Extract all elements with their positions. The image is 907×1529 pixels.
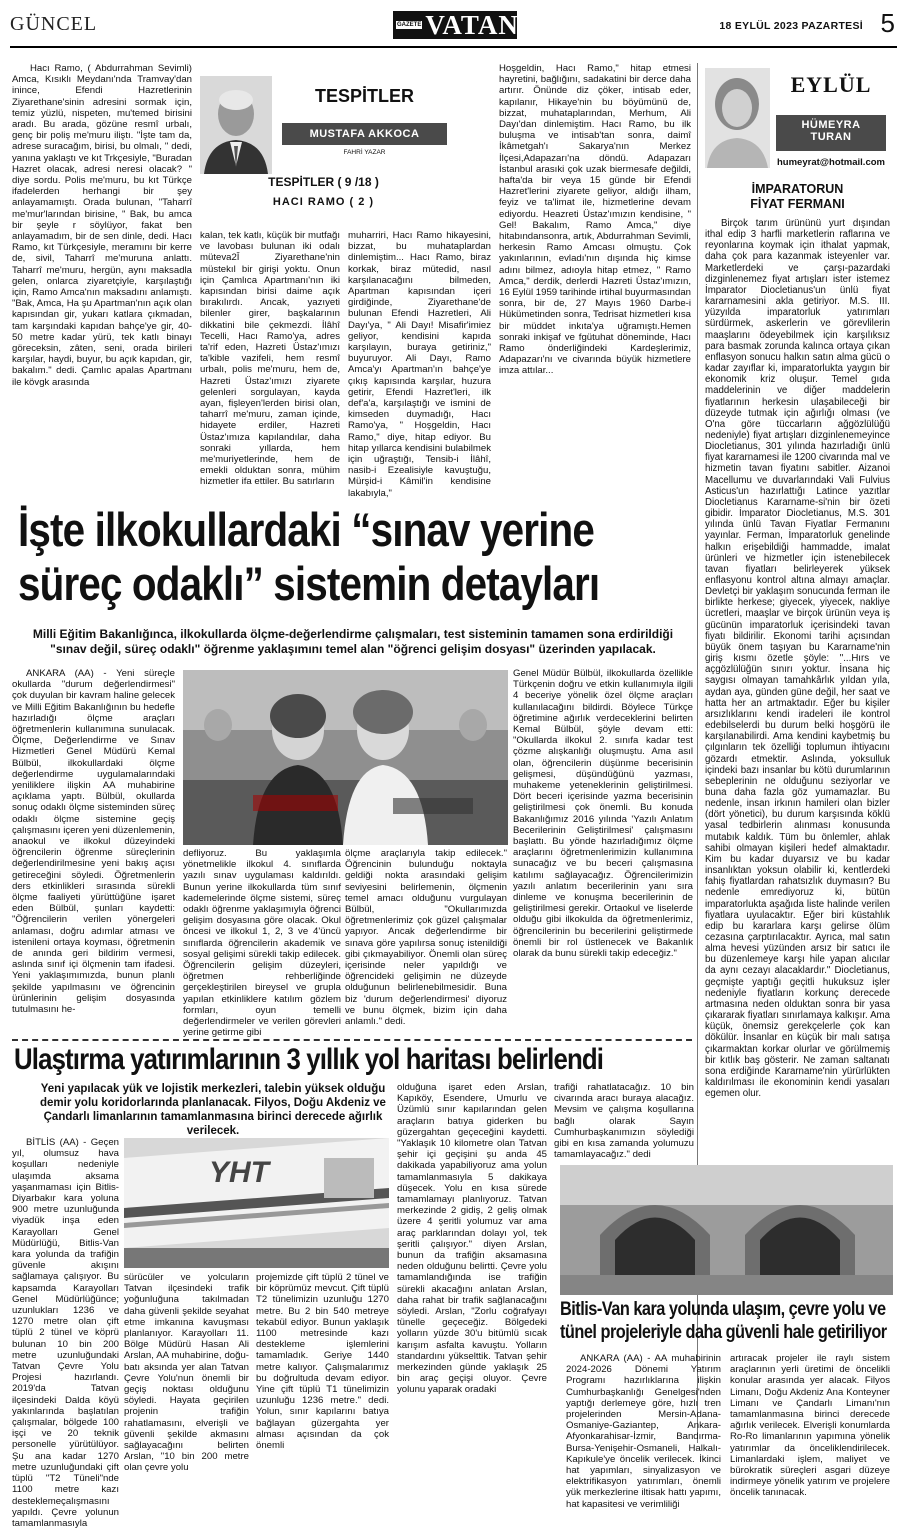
- author-photo-akkoca: [200, 76, 272, 174]
- story3-col1: ANKARA (AA) - AA muhabirinin 2024-2026 Dönemi Yatırım Programı hazırlıklarına ilişkin Cumhurbaşkanlığı Genelgesi'nden yaptığı derlemeye göre, hızlı tren projelerinden Mersin-Adana-Osmaniye-Gaziantep, Ankara-Afyonkarahisar-İzmir, Bandırma-Bursa-Yenişehir-Osmaneli, Halkalı- Kapıkule'ye öncelik verilecek. İkinci hat yapımları, sinyalizasyon ve elektrifikasyon yatırımları, önemli yük merkezlerine iltisak hattı yapımı, hat kapasitesi ve verimliliği: [566, 1353, 721, 1510]
- column-3-text: muharriri, Hacı Ramo hikayesini, bizzat, bu muhataplardan dinlemiştim... Hacı Ramo, biraz korkak, biraz mütedid, nasıl karşılanacağını bilmeden, Apartman kapısından içeri girdiğinde, Ziyarethane'de bulunan Efendi Hazretleri, Ali Dayı'ya, " Ali Dayı! Misafir'imiez geliyor, kendisini kapıda karşılayın, buraya getiriniz," buyuruyor. Ali Dayı, Ramo Amca'yı Apartman'ın bahçe'ye çıkış kapısında karşılar, huzura getirir, Efendi Hazret'leri, ilk def'a'a, karşılaştığı ve ismini de kimseden duymadığı, Hacı Ramo'ya, " Hoşgeldin, Hacı Ramo," diye, hitap ediyor. Bu hitap yıllarca kendisini bulabilmek için uğraştığı, Tensib-i İlâhî, nasib-i Ezealisiyle kavuştuğu, Mürşid-i Kâmil'in kendisine lakabıyla,": [348, 230, 491, 499]
- story2-col1: BİTLİS (AA) - Geçen yıl, olumsuz hava koşulları nedeniyle ulaşımda aksama yaşanmaması için Bitlis-Diyarbakır kara yoluna 900 metre uzunluğunda viyadük inşa eden Karayolları Genel Müdürlüğü, Bitlis-Van kara yolunda da trafiğin güvenle akışını sağlamaya çalışıyor. Bu kapsamda Karayolları Genel Müdürlüğünce; uzunlukları 1236 ve 1270 metre olan çift tüplü 2 tünel ve köprü bulunan 10 bin 200 metre uzunluğundaki Tatvan Çevre Yolu Projesi hazırlandı. 2019'da Tatvan ilçesindeki Dalda köyü yakınlarında başlatılan çalışmalar, bölgede 100 işçi ve 20 teknik personelle yürütülüyor. Şu ana kadar 1270 metre uzunluğundaki çift tüplü "T2 Tüneli"nde 1100 metre kazı desteklemeçalışmasını yapıldı. Çevre yolunun tamamlanmasıyla: [12, 1137, 119, 1529]
- tespitler-subtitle: HACI RAMO ( 2 ): [272, 196, 375, 208]
- column-4-text: Hoşgeldin, Hacı Ramo," hitap etmesi hayretini, bağlığını, sadakatini bir derce daha artırır. Önünde diz çöker, intisab eder, kapılanır, Hikaye'nin bu böyümünü de, bizzat, muhataplarından, Merhum, Ali Dayı'dan dinlemiştim. Hacı Ramo, bu ilk buluşma ve intisab'tan sonra, daimî İkâmetgah'ı Sakarya'nın Merkez İlçesi,Adapazarı'na döndü. Adapazarı İstanbul arasıki çok uzak biermesafe değildi, hafta'da bir veya 15 günde bir Efendi Hazret'lerini ziyarete geliyor, aldığı ilham, feyiz ve ta'limat ile, hizmetlerine devam ediyordu. Heazreti Üstaz'ımızın kendisine, " Gel! Bakalım, Ramo Amca," diye hitabındansonra, artık, Abdurrahman Sevimli, herkesin Ramo Amcası olmuştu. Çok yakınlarının, evladı'nın dışında hiç kimse adını bilmez, adıoyla hitap etmez, " Ramo Amca," derdik, derlerdi Hazreti Üstaz'ımızın, 16 Eylül 1959 tarihinde irtihal buyurmasından sonra, bir de, 27 Mayıs 1960 Darbe-i Hükümetinden sonra, Tedrisat hizmetleri kısa bir müddet inkıta'ya uğramıştı.Hemen sonraki inkişaf ve fgütuhat döneminde, Hacı Ramo önderliğindeki Kardeşlerimiz, Adapazarı'nı ve civarında büyük hizmetlere imza attılar...: [499, 63, 691, 377]
- story2-subhead: Yeni yapılacak yük ve lojistik merkezleri, talebin yüksek olduğu demir yolu koridorlarında planlanacak. Filyos, Doğu Akdeniz ve Çandarlı limanlarının tamamlanmasına birinci derecede ağırlık verilecek.: [40, 1083, 386, 1137]
- column-2-text: kalan, tek katlı, küçük bir mutfağı ve lavobası bulunan iki odalı müteva2Î Ziyarethane'nin müstekıl bir girişi yoktu. Onun için Çamlıca Apartmanı'nın iki kapısından birisi daime açık bırakılırdı. Ancak, yazıyeti bilenler girer, başkalarının dikkatini bile çekmezdi. İlâhî Tecelli, Hacı Ramo'ya, adres ta'rif eden, Hazreti Üstaz'ımızı ta'kible vazifeli, hem resmî urbalı, polis me'muru, hem de, Hazreti Üstaz'ımızı ziyarete gelenleri sorgulayan, kayda ayan, fişleyen'lerden birisi olan, taharrî me'muru, zaman içinde, hidayete erdiler, Hazreti Üstaz'ımıza kapılandılar, daha sonraki yıllarda, hem me'muriyetlerinde, hem de emekli olduktan sonra, mühim hizmetler ifa ettiler. Bu satırların: [200, 230, 340, 488]
- story1-col2: defliyoruz. Bu yaklaşımla yönetmelikle ilkokul 4. sınıflarda yazılı sınav uygulaması kaldırıldı. Bunun yerine ilkokullarda tüm sınıf kademelerinde ölçme sistemi, süreç odaklı öğrenme yaklaşımıyla öğrenci gelişim dosyasına göre olacak. Okul öncesi ve ilkokul 1, 2, 3 ve 4'üncü sınıflarda öğrencilerin akademik ve sosyal gelişimi sürekli takip edilecek. Öğrencilerin gelişim düzeyleri, öğretmen rehberliğinde gerçekleştirilen bireysel ve grupla yapılan etkinliklere katılım gözlem formları, oyun temelli değerlendirmeler ve verilen görevleri yerine getirme gibi: [183, 848, 341, 1039]
- column-left-text: Hacı Ramo, ( Abdurrahman Sevimli) Amca, Kısıklı Meydanı'nda Tramvay'dan inince, Efendi Hazretlerinin Ziyarethane'sinin adresini sormak için, temiz yüzlü, nispeten, mu'temed birisini aradı. Bu arada, gözüne resmî urbalı, genç bir poliş me'muru iliştı. "İşte tam da, adrese suracağım, birisi, bu olmalı, " dedi, yanına yaklaştı ve kıt Trkçesiyle, "Buradan Hazret olacak, adresi neresi olacak? " diye sordu. Polis me'muru, bu kıt Türkçe ifadelerden herhangi bir şey anlayamamıştı. Orada bulunan, "Taharrî me'mur'larından birisine, " Bak, bu amca bir şeyle r söylüyor, fakat ben anlayamadım, bir de sen dinle, dedi. Hacı Ramo, kıt Türkçesiyle, meramını bir kerre de, sivil, Taharrî me'muruna anlattı. Taharrî me'muru, hergün, aynı maksadla gelen, onlarca ziyaretçiyle, karşılaştığı için, Ramo Amca'nın maksadını anlamıştı. "Bak, Amca, Ha şu Apartman'nın açık olan kapısından gir, yukarı katlara çıkmadan, tam karşındaki kapıdan bahçe'ye gir, 40-50 metre kadar yürü, tek katlı binayı göreceksin, zâten, seni, orada birileri karşılar, haydi, buyur, bu açık kapıdan, gir, bakalım." dedi. Çamlıc apalas Apartmanı ile kövgk arasında: [12, 63, 192, 388]
- tespitler-title: TESPİTLER: [314, 86, 414, 106]
- story3-headline-line1: Bitlis-Van kara yolunda ulaşım, çevre yolu ve: [560, 1299, 886, 1320]
- tespitler-series: TESPİTLER ( 9 /18 ): [268, 175, 379, 189]
- story2-col2: sürücüler ve yolcuların Tatvan ilçesindeki trafik yoğunluğuna takılmadan daha güvenli şekilde seyahat etme imkanına kavuşması planlanıyor. Karayolları 11. Bölge Müdürü Hasan Ali Arslan, AA muhabirine, doğu-batı aksında yer alan Tatvan Çevre Yolu'nun önemli bir geçiş noktası olduğunu söyledi. Hayata geçirilen projenin trafiğin rahatlamasını, elverişli ve güvenli şekilde akmasını sağlayacağını belirten Arslan, "10 bin 200 metre olan çevre yolu: [124, 1272, 249, 1474]
- story1-col1: ANKARA (AA) - Yeni süreçle okullarda "durum değerlendirmesi" çok duyulan bir kavram haline gelecek ve Milli Eğitim Bakanlığının bu hedefle hazırladığı ölçme araçları öğretmenlerin kullanımına sunulacak. Ölçme, Değerlendirme ve Sınav Hizmetleri Genel Müdürü Kemal Bülbül, ilkokullardaki ölçme değerlendirme uygulamalarındaki yeniliklere ilişkin AA muhabirine açıklama yaptı. Bülbül, okullarda sonuç odaklı ölçme sisteminden süreç odaklı ölçme sistemine geçiş çalışmasını içeren yeni düzenlemenin, anaokul ve ilkokul düzeyindeki öğrencilerin öğrenme süreçlerinin değerlendirilmesine yeni bakış açısı getireceğini söyledi. Öğretmenlerin ders etkinlikleri sırasında sürekli ölçme faaliyeti yürüttüğüne işaret eden Bülbül, şunları kaydetti: "Öğrencilerin verilen yönergeleri anlaması, doğru adımlar atması ve istenileni ortaya koyması, öğretmenin de anında geri bildirim vermesi, aslında sınıf içi ölçmenin tam ifadesi. Yeni yaklaşımımızda, bunun planlı şekilde yapılmasını ve öğrencinin ürünlerinin gelişim dosyasında tutulmasını he-: [12, 668, 175, 1016]
- story2-col4: olduğuna işaret eden Arslan, Kapıköy, Esendere, Umurlu ve Üzümlü sınır kapılarından gelen araçların batıya giderken bu güzergahtan geçeceğini kaydetti. "Yaklaşık 10 kilometre olan Tatvan şehir içi geçişini şu anda 45 dakikada yapabiliyoruz ama yolun tamamlanmasıyla 5 dakikaya düşecek. Yolu en kısa sürede tamamlamayı planlıyoruz. Tatvan merkezinde 2 gidiş, 2 geliş olmak üzere 4 şeritli yolumuz var ama araç parklarından dolayı yol, tek şeritli çalışıyor." diyen Arslan, bunun da trafiğin aksamasına neden olduğunu belirtti. Çevre yolu tamamlandığında ise trafiğin sürekli akacağını anlatan Arslan, daha rahat bir trafik sağlanacağını söyledi. Arslan, "Zorlu coğrafyayı tünelle geçeceğiz. Bölgedeki yolların yüzde 30'u bitümlü sıcak karışım asfalta kavuştu. Yolların standardını yükselttik. Tatvan şehir merkezinden günde yaklaşık 25 bin araç geçişi oluyor. Çevre yolunu yaparak oradaki: [397, 1082, 547, 1396]
- newspaper-logo: [393, 11, 517, 39]
- logo-badge: GAZETE: [397, 22, 422, 28]
- story2-photo-train: [124, 1138, 389, 1268]
- story2-col3: projemizde çift tüplü 2 tünel ve bir köprümüz mevcut. Çift tüplü T2 tünelimizin uzunluğu 1270 metre. Bu 2 bin 540 metreye tekabül ediyor. Bunun yaklaşık 1100 metresinde kazı destekleme işlemlerini tamamladık. Geriye 1440 metre kalıyor. Çalışmalarımız bu doğrultuda devam ediyor. Yine çift tüplü T1 tünelimizin uzunluğu 1236 metre." dedi. Yolun, sınır kapılarını batıya bağlayan güzergahta yer alması açısından da çok önemli: [256, 1272, 389, 1452]
- story1-photo-schoolchildren: [183, 670, 508, 845]
- story1-headline-line1: İşte ilkokullardaki “sınav yerine: [18, 503, 594, 556]
- story1-col4: Genel Müdür Bülbül, ilkokullarda özellikle Türkçenin doğru ve etkin kullanımıyla ilgili 4 beceriye yönelik özel ölçme araçları kullanılacağını bildirdi. Böylece Türkçe öğretimine ağırlık verdeceklerini belirten Kemal Bülbül, şöyle devam etti: "Okullarda ilkokul 2. sınıfa kadar test çözme alışkanlığı oluşmuştu. Ama asıl olan, öğrencilerin düşünme becerisinin gelişmesi, düşündüğünü yazması, muhakeme yeteneklerinin geliştirilmesi. Dört beceri içerisinde yazma becerisinin geliştirilmesi çok önemli. Bu konuda Bakanlığımız 2016 yılında 'Yazılı Anlatım Becerilerinin Geliştirilmesi' çalışmasını başlattı. Bu yönde hazırladığımız ölçme araçlarını öğretmenlerimizin kullanımına sunacağız ve bu beceri çalışmasına katılımı sağlayacağız. Öğrencilerimizin yazılı anlatım becerilerinin yanı sıra dinleme ve konuşma becerilerinin de geliştirilmesi gerekir. Ortaokul ve liselerde olduğu gibi ilkokulda da öğretmenlerimiz, öğrencilerinin bu becerilerini geliştirmede önemli bir rol üstlenecek ve Bakanlık olarak da bunu sürekli takip edeceğiz.": [513, 668, 693, 960]
- story3-col2: artıracak projeler ile raylı sistem araçlarının yerli üretimi de öncelikli konular arasında yer alacak. Filyos Limanı, Doğu Akdeniz Ana Konteyner Limanı ve Çandarlı Limanı'nın tamamlanmasına birinci derecede ağırlık verilecek. Elverişli konumlarda Ro-Ro limanlarının yapımına yönelik yatırımlar da önceliklendirilecek. Limanlardaki işlem, maliyet ve bürokratik süreçleri asgari düzeye indirmeye yönelik yatırım ve projelere öncelik tanınacak.: [730, 1353, 890, 1499]
- story2-headline: Ulaştırma yatırımlarının 3 yıllık yol haritası belirlendi: [14, 1043, 604, 1076]
- photo-label-yht: YHT: [209, 1156, 269, 1189]
- eylul-email[interactable]: humeyrat@hotmail.com: [777, 157, 885, 168]
- story1-col3: ölçme araçlarıyla takip edilecek." Öğrencinin bulunduğu noktayla geldiği nokta arasındaki gelişim seviyesini belirlemenin, ölçmenin temel amacı olduğunu vurgulayan Bülbül, "Okullarımızda öğretmenlerimiz çok güzel çalışmalar yapıyor. Ancak değerlendirme bir sınava göre yapılırsa sonuç istenildiği gibi çıkmayabiliyor. Önemli olan süreç içerisinde neler yapıldığı ve öğrencideki gelişimin ne düzeyde olduğunun belirlenebilmesidir. Buna biz 'durum değerlendirmesi' diyoruz ve bunu ölçmek, bizim için daha anlamlı." dedi.: [345, 848, 507, 1028]
- story1-subhead: Milli Eğitim Bakanlığınca, ilkokullarda ölçme-değerlendirme çalışmaları, test sisteminin tamamen sona erdirildiği "sınav değil, süreç odaklı" öğrenme yaklaşımını temel alan "öğrenci gelişim dosyası" üzerinden yapılacak.: [32, 627, 674, 656]
- story1-headline-line2: süreç odaklı” sistemin detayları: [18, 557, 600, 610]
- eylul-title: EYLÜL: [790, 72, 872, 97]
- page-number: 5: [880, 8, 895, 38]
- eylul-body: Birçok tarım ürününü yurt dışından ithal edip 3 harfli marketlerin raflarına ve reyonlarına koymak için ithalat yapmak, daha çok para kazanmak isteyenler var. Marketlerdeki ve çarşı-pazardaki dizginlenemez fiyat artışları ister istemez İmparator Diocletianus'un ünlü fiyat kararnamesini akla getiriyor. M.S. III. yüzyılda imparatorluk yatırımları sürdürmek, askerlerin ve görevlilerin maaşlarını ödeyebilmek için karşılıksız para basmak zorunda kalınca ortaya çıkan enflasyon sonucu halkın satın alma gücü o kadar zayıflar ki, imparatorlukta yaygın bir ekonomik kriz oluşur. Temel gıda maddelerinin ve diğer maddelerin fiyatlarının herkesin ulaşabileceği bir düzeyde tutmak için ağırlığı olması (ve O'na göre tüccarların ağgözlülüğü nedeniyle) fiyat artışları dizginlenemeyince Diocletianus, 301 yılında hazırladığı ünlü fiyat kararnamesi ile 1200 civarında mal ve hizmetin tavan fiyatını sabitler. Aizanoi Macellumu ve duvarlarındaki Vali Fulvius Asticus'un hazırlattığı Latince yazıtlar Diocletianus Kararname-si'nin bir özeti gibidir. İmparator Diocletianus, M.S. 301 yılında ünlü Tavan Fiyatlar Fermanını yayınlar. Ferman, İmparatorluk genelinde halkın erişebildiği hammadde, imalat ürünleri ve hizmetler için istenebilecek tavan fiyatları belirleyerek yüksek enflasyonu kontrol altına almayı amaçlar. Devletçi bir yaklaşım sonucunda ferman ile birlikte herkese; giyecek, yiyecek, nakliye ücretleri, maaşlar ve birçok ürünün veya iş gücünün imparatorluk içerisindeki tavan fiyatı bildirilir. Ekonomi tarihi açısından büyük önem taşıyan bu Kararname'nin giriş kısmı özetle şöyle: "...Hırs ve açgözlülüğün sınırı yoktur. İnsana hiç saygısı olmayan tamahkârlık yıldan yıla, aydan aya, günden güne değil, her saat ve hatta her an artmaktadır. Eğer bu kişiler arsızlıklarını kendi iradeleri ile kontrol edebilselerdi bu durum belki hoşgörü ile karşılanabilirdi. Ama kendini kaybetmiş bu çılgınların tek özelliği toplumun ihtiyacını gözardı etmektir. Aslında, yoksulluk içindeki bazı insanlar bu kötü durumlarının sebeplerinin ne olduğunu seziyorlar ve buna daha fazla göz yumamazlar. Bu nedenle, insan irkının hamileri olan bizler (dört yönetici), bu durum karşısında köklü yasal tedbirlerin alınması konusunda mutabık kaldık. Tüm bu önlemler, ahlak sahibi olmayan kişileri hedef almaktadır. Kim bu kadar duyarsız ve bu kadar insanlıktan yoksun olabilir ki, kentlerdeki fahiş fiyatlardan rahatsızlık duymasın? Bu nedenle emrediyoruz ki, bütün imparatorlukta aşağıda liste halinde verilen fiyatlara uyulacaktır. Eğer biri küstahlık edip bu kararlara karşı gelirse ölüm cezasına çarptırılacaktır. Ayrıca, mal satın alma hevesi yüzünden arsız bir satıcı ile bu düzenlemeye karşı hile yapan alıcılar da aynı cezayı alacaklardır." Diocletianus, geçmişte yaptığı geçitli hukuksuz işler nedeniyle fiyatların korkunç derecede artmasına neden olduktan sonra bir yasa çıkararak fiyatları sınırlamaya kalkışır. Ama küçük, önemsiz gerekçelerle çok kan dökülür. İnsanlar en küçük bir malı satışa çıkarmaktan korkar olurlar ve görülmemiş bir kıtlık baş gösterir. Ne zaman saltanatı sona erdiğinde Kararname'nin yürürlükten kaldırılması ile ekonominin kendi yasaları egemen olur.: [705, 218, 890, 1100]
- tespitler-author-bar: [282, 123, 447, 145]
- author-photo-turan: [705, 68, 770, 168]
- tespitler-author: MUSTAFA AKKOCA: [309, 128, 420, 140]
- tespitler-role: FAHRİ YAZAR: [343, 149, 386, 156]
- story-separator: [12, 1039, 692, 1041]
- eylul-author-first: HÜMEYRA: [801, 119, 861, 131]
- eylul-author-last: TURAN: [810, 131, 852, 143]
- section-label: GÜNCEL: [10, 13, 98, 35]
- story2-col5: trafiği rahatlatacağız. 10 bin civarında aracı buraya alacağız. Mevsim ve çalışma koşullarına bağlı olarak Sayın Cumhurbaşkanımızın söylediği gibi en kısa zamanda yolumuzu tamamlayacağız." dedi: [554, 1082, 694, 1161]
- story3-headline-line2: tünel projeleriyle daha güvenli hale getiriliyor: [560, 1322, 887, 1343]
- logo-text: VATAN: [425, 9, 519, 40]
- issue-date: 18 EYLÜL 2023 PAZARTESİ: [719, 20, 863, 32]
- eylul-author-box: [776, 115, 886, 151]
- eylul-headline-2: FİYAT FERMANI: [750, 197, 845, 211]
- story3-photo-tunnel: [560, 1165, 893, 1295]
- masthead-rule: [10, 46, 897, 48]
- eylul-headline-1: İMPARATORUN: [751, 182, 844, 196]
